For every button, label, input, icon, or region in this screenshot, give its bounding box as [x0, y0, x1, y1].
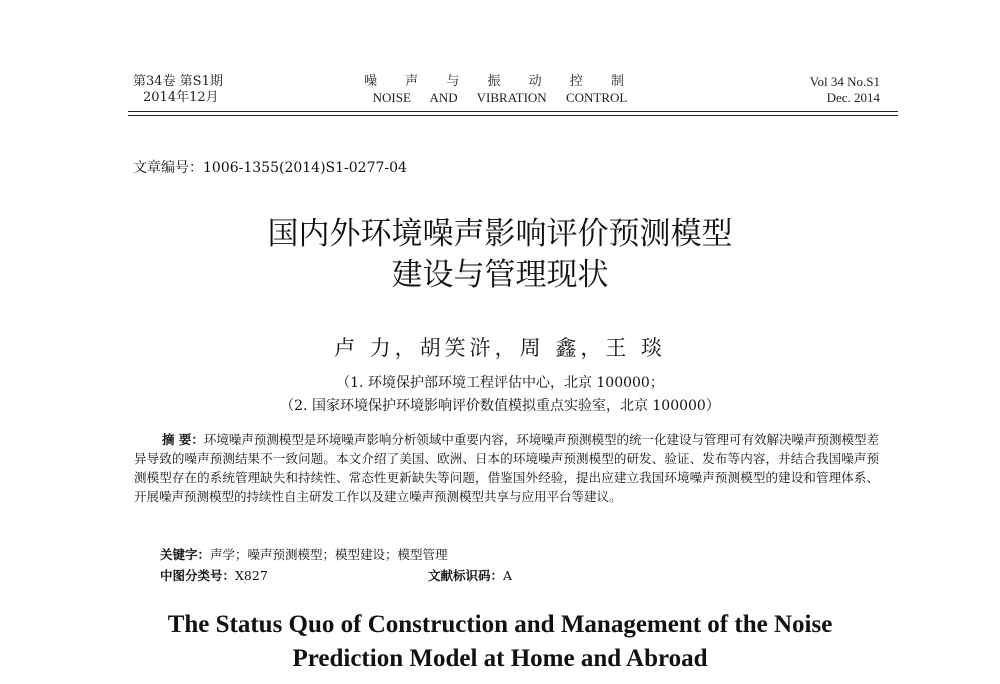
title-cn-line2: 建设与管理现状: [391, 257, 609, 293]
title-en-line2: Prediction Model at Home and Abroad: [292, 645, 708, 672]
header-rule-thin: [128, 115, 898, 116]
title-cn-line1: 国内外环境噪声影响评价预测模型: [267, 216, 733, 252]
header-left: [133, 74, 223, 106]
volume-en: Vol 34 No.S1: [809, 74, 880, 89]
keywords-text: 声学；噪声预测模型；模型建设；模型管理: [210, 547, 448, 562]
abstract-text: 环境噪声预测模型是环境噪声影响分析领域中重要内容，环境噪声预测模型的统一化建设与管理可有效解决噪声预测模型差异导致的噪声预测结果不一致问题。本文介绍了美国、欧洲、日本的环境噪声预测模型的研发、验证、发布等内容，并结合我国噪声预测模型存在的系统管理缺失和持续性、常态性更新缺失等问题，借鉴国外经验，提出应建立我国环境噪声预测模型的建设和管理体系、开展噪声预测模型的持续性自主研发工作以及建立噪声预测模型共享与应用平台等建议。: [134, 432, 879, 504]
article-id: 文章编号：1006-1355(2014)S1-0277-04: [133, 160, 407, 176]
classification: [160, 566, 268, 584]
journal-cn: 噪 声 与 振 动 控 制: [364, 74, 636, 89]
volume-cn: 第34卷 第S1期: [133, 74, 223, 89]
title-en-line1: The Status Quo of Construction and Management of the Noise: [167, 611, 833, 638]
header-rule-thick: [128, 111, 898, 112]
classification-text: X827: [235, 568, 268, 583]
keywords: [160, 545, 448, 563]
affiliation-2: （2. 国家环境保护环境影响评价数值模拟重点实验室，北京 100000）: [280, 398, 720, 414]
document-code: [428, 566, 512, 584]
document-code-text: A: [503, 568, 513, 583]
keywords-label: 关键字：: [160, 547, 211, 562]
document-code-label: 文献标识码：: [428, 568, 504, 583]
date-en: Dec. 2014: [826, 90, 880, 105]
affiliation-1: （1. 环境保护部环境工程评估中心，北京 100000；: [336, 375, 664, 391]
abstract-label: 摘 要：: [162, 432, 204, 447]
header-right: [760, 74, 880, 106]
classification-label: 中图分类号：: [160, 568, 236, 583]
date-cn: 2014年12月: [143, 90, 219, 105]
journal-en: NOISE AND VIBRATION CONTROL: [372, 90, 628, 105]
header-center: [330, 74, 670, 106]
abstract: [134, 430, 879, 506]
authors: 卢 力，胡笑浒，周 鑫，王 琰: [333, 336, 667, 360]
